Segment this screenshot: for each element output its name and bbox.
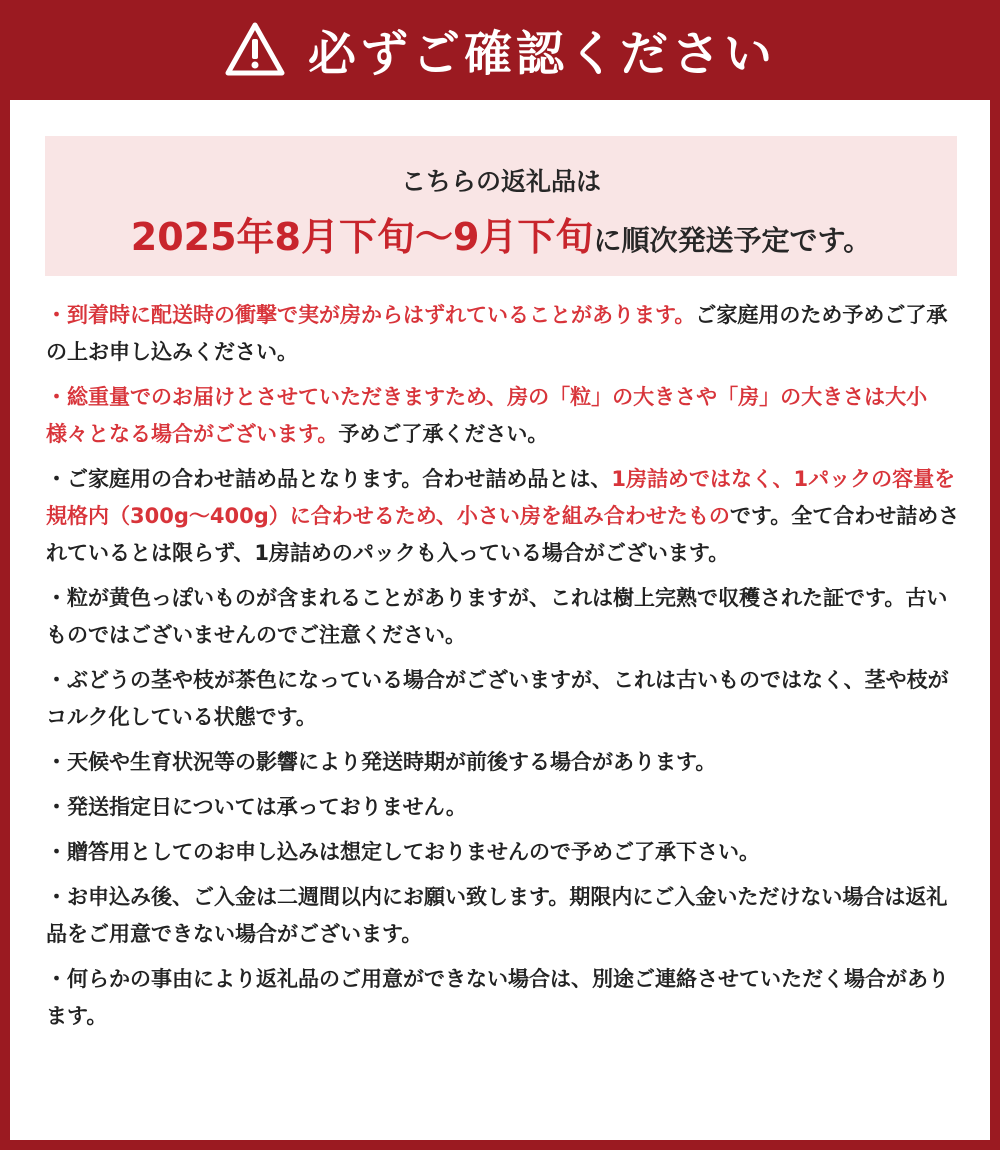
note-highlight: 1房詰めではなく、1パックの容量を規格内（300g～400g）に合わせるため、小さい房を組み合わせたもの (46, 467, 956, 528)
shipping-date-range: 2025年8月下旬～9月下旬 (130, 215, 594, 259)
note-text: ・お申込み後、ご入金は二週間以内にお願い致します。期限内にご入金いただけない場合は返礼品をご用意できない場合がございます。 (46, 885, 948, 946)
note-item-unavailable (46, 961, 966, 1035)
note-item-brown-stems (46, 662, 966, 736)
header-title: 必ずご確認ください (307, 25, 776, 82)
header-content (224, 15, 776, 84)
note-highlight: ・到着時に配送時の衝撃で実が房からはずれていることがあります。 (46, 303, 696, 327)
note-item-delivery-date (46, 789, 966, 826)
notes-list (46, 297, 966, 1043)
note-text: ・贈答用としてのお申し込みは想定しておりませんので予めご了承下さい。 (46, 840, 760, 864)
note-text: ・粒が黄色っぽいものが含まれることがありますが、これは樹上完熟で収穫された証です。古いものではございませんのでご注意ください。 (46, 586, 948, 647)
note-text: ・発送指定日については承っておりません。 (46, 795, 467, 819)
note-text: ・何らかの事由により返礼品のご用意ができない場合は、別途ご連絡させていただく場合があります。 (46, 967, 949, 1028)
note-item-weather (46, 744, 966, 781)
note-item-size (46, 379, 966, 453)
notice-line-2-suffix: に順次発送予定です。 (593, 224, 872, 257)
warning-triangle-icon (224, 21, 286, 77)
note-item-gift (46, 834, 966, 871)
note-item-yellow-grains (46, 580, 966, 654)
note-text: ・ぶどうの茎や枝が茶色になっている場合がございますが、これは古いものではなく、茎や枝がコルク化している状態です。 (46, 668, 949, 729)
header-banner (0, 0, 1000, 98)
shipping-notice-box (45, 136, 957, 276)
note-item-payment (46, 879, 966, 953)
note-highlight: ・総重量でのお届けとさせていただきますため、房の「粒」の大きさや「房」の大きさは大小様々となる場合がございます。 (46, 385, 928, 446)
content-panel (10, 100, 990, 1140)
note-item-damage (46, 297, 966, 371)
notice-line-2 (45, 206, 957, 261)
notice-line-1: こちらの返礼品は (400, 167, 601, 196)
note-text: ・天候や生育状況等の影響により発送時期が前後する場合があります。 (46, 750, 717, 774)
note-item-mixed-pack (46, 461, 966, 572)
note-text: です。全て合わせ詰めされているとは限らず、1房詰めのパックも入っている場合がございます。 (46, 504, 960, 565)
note-text-before: ・ご家庭用の合わせ詰め品となります。合わせ詰め品とは、 (46, 467, 612, 491)
note-text: ご家庭用のため予めご了承の上お申し込みください。 (46, 303, 948, 364)
note-text: 予めご了承ください。 (338, 422, 549, 446)
